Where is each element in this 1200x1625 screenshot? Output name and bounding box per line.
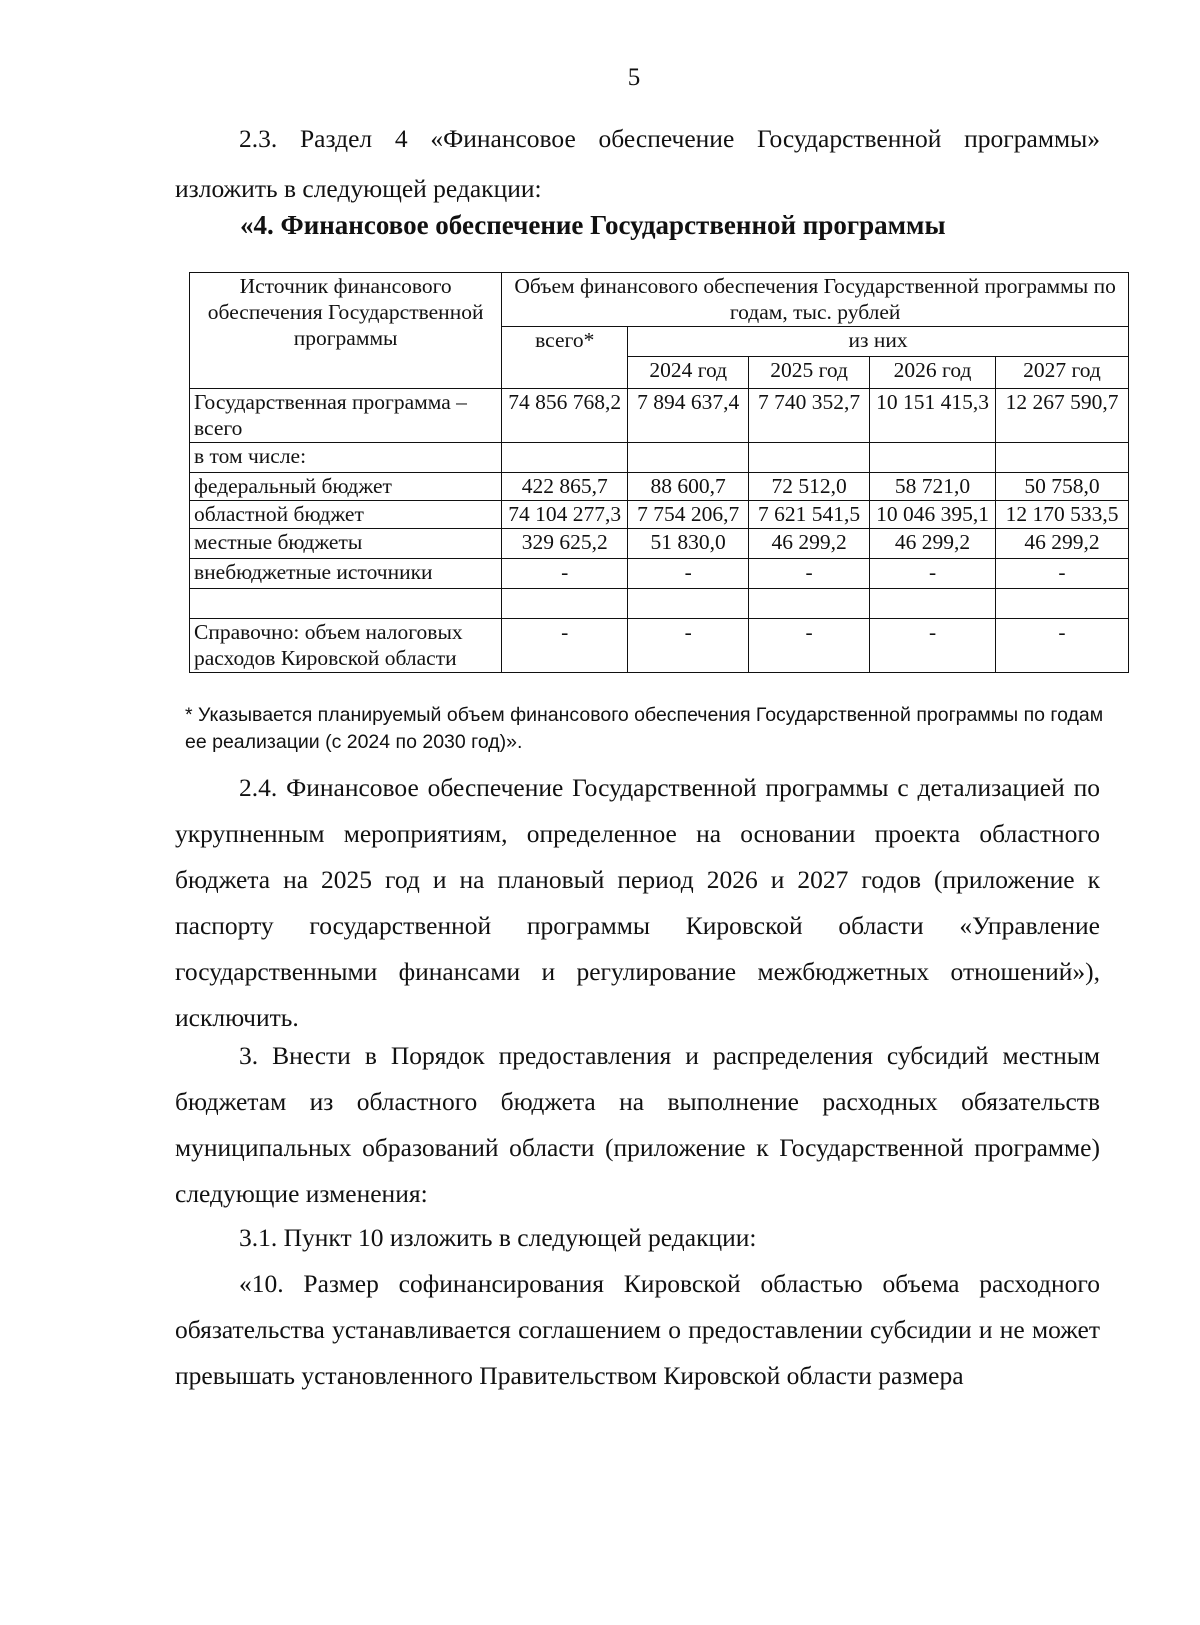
table-row [190, 559, 1129, 589]
row-source: внебюджетные источники [190, 559, 502, 589]
header-year: 2024 год [628, 357, 749, 389]
cell-value: - [870, 619, 996, 673]
cell-value: 329 625,2 [502, 529, 628, 559]
header-year: 2025 год [749, 357, 870, 389]
cell-value [870, 589, 996, 619]
table-row [190, 443, 1129, 473]
header-of-which: из них [628, 327, 1129, 357]
cell-value: - [628, 619, 749, 673]
cell-value: 10 151 415,3 [870, 389, 996, 443]
financing-table [189, 272, 1129, 673]
row-source: федеральный бюджет [190, 473, 502, 501]
paragraph-10: «10. Размер софинансирования Кировской областью объема расходного обязательства устанавливается соглашением о предоставлении субсидии и не может превышать установленного Правительством Кировской области размера [175, 1269, 1100, 1390]
paragraph-2-3: 2.3. Раздел 4 «Финансовое обеспечение Государственной программы» изложить в следующей редакции: [175, 124, 1100, 203]
cell-value: 50 758,0 [996, 473, 1129, 501]
cell-value: - [996, 619, 1129, 673]
cell-value [996, 443, 1129, 473]
footnote: * Указывается планируемый объем финансового обеспечения Государственной программы по годам ее реализации (с 2024 по 2030 год)». [185, 704, 1104, 753]
row-source: Государственная программа – всего [190, 389, 502, 443]
cell-value: - [996, 559, 1129, 589]
cell-value: 46 299,2 [996, 529, 1129, 559]
cell-value: - [628, 559, 749, 589]
table-row [190, 529, 1129, 559]
row-source: областной бюджет [190, 501, 502, 529]
cell-value: 46 299,2 [870, 529, 996, 559]
cell-value: 74 104 277,3 [502, 501, 628, 529]
cell-value [749, 443, 870, 473]
cell-value: 72 512,0 [749, 473, 870, 501]
cell-value [628, 443, 749, 473]
cell-value: 58 721,0 [870, 473, 996, 501]
cell-value: 7 894 637,4 [628, 389, 749, 443]
cell-value: - [502, 619, 628, 673]
cell-value: 46 299,2 [749, 529, 870, 559]
page-number: 5 [627, 64, 641, 91]
row-source [190, 589, 502, 619]
row-source: в том числе: [190, 443, 502, 473]
row-source: Справочно: объем налоговых расходов Кировской области [190, 619, 502, 673]
paragraph-2-4: 2.4. Финансовое обеспечение Государственной программы с детализацией по укрупненным мероприятиям, определенное на основании проекта областного бюджета на 2025 год и на плановый период 2026 и 2027 годов (приложение к паспорту государственной программы Кировской области «Управление государственными финансами и регулирование межбюджетных отношений»), исключить. [175, 773, 1100, 1032]
cell-value: - [870, 559, 996, 589]
cell-value: 12 170 533,5 [996, 501, 1129, 529]
header-year: 2027 год [996, 357, 1129, 389]
cell-value: 7 754 206,7 [628, 501, 749, 529]
table-row [190, 389, 1129, 443]
row-source: местные бюджеты [190, 529, 502, 559]
cell-value: - [749, 559, 870, 589]
paragraph-3-1: 3.1. Пункт 10 изложить в следующей редакции: [239, 1223, 757, 1252]
table-row [190, 473, 1129, 501]
header-volume: Объем финансового обеспечения Государственной программы по годам, тыс. рублей [502, 273, 1129, 327]
cell-value [870, 443, 996, 473]
cell-value: - [749, 619, 870, 673]
section-title: «4. Финансовое обеспечение Государственной программы [240, 210, 946, 240]
cell-value: 12 267 590,7 [996, 389, 1129, 443]
cell-value: 422 865,7 [502, 473, 628, 501]
cell-value: 7 621 541,5 [749, 501, 870, 529]
cell-value: - [502, 559, 628, 589]
cell-value: 51 830,0 [628, 529, 749, 559]
table-row [190, 501, 1129, 529]
cell-value [996, 589, 1129, 619]
cell-value: 88 600,7 [628, 473, 749, 501]
cell-value [502, 443, 628, 473]
header-source: Источник финансового обеспечения Государственной программы [190, 273, 502, 389]
cell-value [628, 589, 749, 619]
header-year: 2026 год [870, 357, 996, 389]
header-total: всего* [502, 327, 628, 389]
cell-value [502, 589, 628, 619]
cell-value: 7 740 352,7 [749, 389, 870, 443]
cell-value [749, 589, 870, 619]
paragraph-3: 3. Внести в Порядок предоставления и распределения субсидий местным бюджетам из областного бюджета на выполнение расходных обязательств муниципальных образований области (приложение к Государственной программе) следующие изменения: [175, 1041, 1100, 1208]
cell-value: 10 046 395,1 [870, 501, 996, 529]
table-row [190, 619, 1129, 673]
table-row [190, 589, 1129, 619]
cell-value: 74 856 768,2 [502, 389, 628, 443]
